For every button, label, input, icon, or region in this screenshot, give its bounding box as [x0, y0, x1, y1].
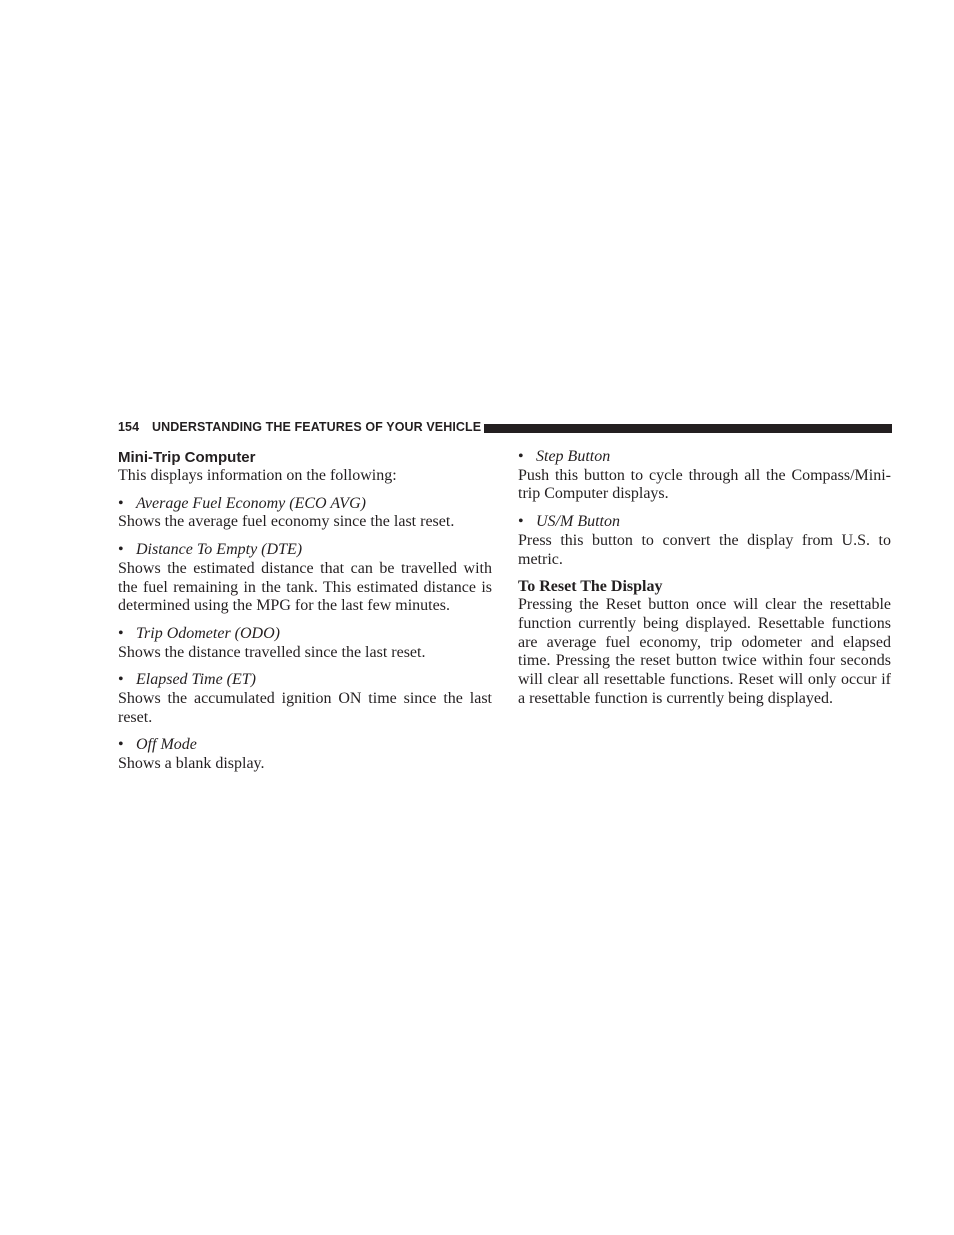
- bullet-label: Elapsed Time (ET): [136, 671, 256, 689]
- odo-description: Shows the distance travelled since the last reset.: [118, 643, 426, 661]
- bullet-label: US/M Button: [536, 513, 620, 531]
- bullet-label: Trip Odometer (ODO): [136, 624, 280, 642]
- bullet-label: Distance To Empty (DTE): [136, 541, 303, 559]
- page-header: [118, 419, 892, 437]
- bullet-step-button: [518, 448, 891, 467]
- bullet-icon: •: [518, 448, 524, 465]
- left-column: [118, 448, 492, 774]
- reset-display-heading: To Reset The Display: [518, 578, 663, 596]
- page-number: 154: [118, 420, 140, 434]
- usm-button-description: Press this button to convert the display from U.S. to metric.: [518, 531, 891, 568]
- bullet-dte: [118, 541, 492, 560]
- bullet-usm-button: [518, 513, 891, 532]
- bullet-icon: •: [118, 541, 124, 559]
- mini-trip-computer-heading: Mini-Trip Computer: [118, 449, 256, 466]
- bullet-odo: [118, 625, 492, 644]
- bullet-label: Off Mode: [136, 736, 197, 754]
- dte-description: Shows the estimated distance that can be travelled with the fuel remaining in the tank. This estimated distance is determined using the MPG for the last few minutes.: [118, 559, 492, 615]
- eco-avg-description: Shows the average fuel economy since the last reset.: [118, 513, 455, 531]
- bullet-et: [118, 671, 492, 690]
- bullet-eco-avg: [118, 495, 492, 514]
- reset-display-text: Pressing the Reset button once will clear the resettable function currently being displayed. Resettable functions are average fuel economy, trip odometer and elapsed time. Pressing the reset button twice within four seconds will clear all resettable functions. Reset will only occur if a resettable function is currently being displayed.: [518, 596, 891, 707]
- step-button-description: Push this button to cycle through all the Compass/Mini-trip Computer displays.: [518, 466, 891, 503]
- section-title: UNDERSTANDING THE FEATURES OF YOUR VEHICLE: [152, 420, 482, 434]
- bullet-icon: •: [118, 736, 124, 754]
- off-mode-description: Shows a blank display.: [118, 755, 265, 773]
- intro-text: This displays information on the following:: [118, 467, 397, 484]
- bullet-icon: •: [118, 494, 124, 512]
- header-rule: [484, 424, 892, 433]
- bullet-icon: •: [518, 513, 524, 531]
- bullet-icon: •: [118, 624, 124, 642]
- et-description: Shows the accumulated ignition ON time since the last reset.: [118, 690, 492, 726]
- bullet-off-mode: [118, 736, 492, 755]
- bullet-icon: •: [118, 671, 124, 689]
- bullet-label: Average Fuel Economy (ECO AVG): [136, 494, 366, 512]
- right-column: [518, 448, 891, 708]
- bullet-label: Step Button: [536, 448, 611, 465]
